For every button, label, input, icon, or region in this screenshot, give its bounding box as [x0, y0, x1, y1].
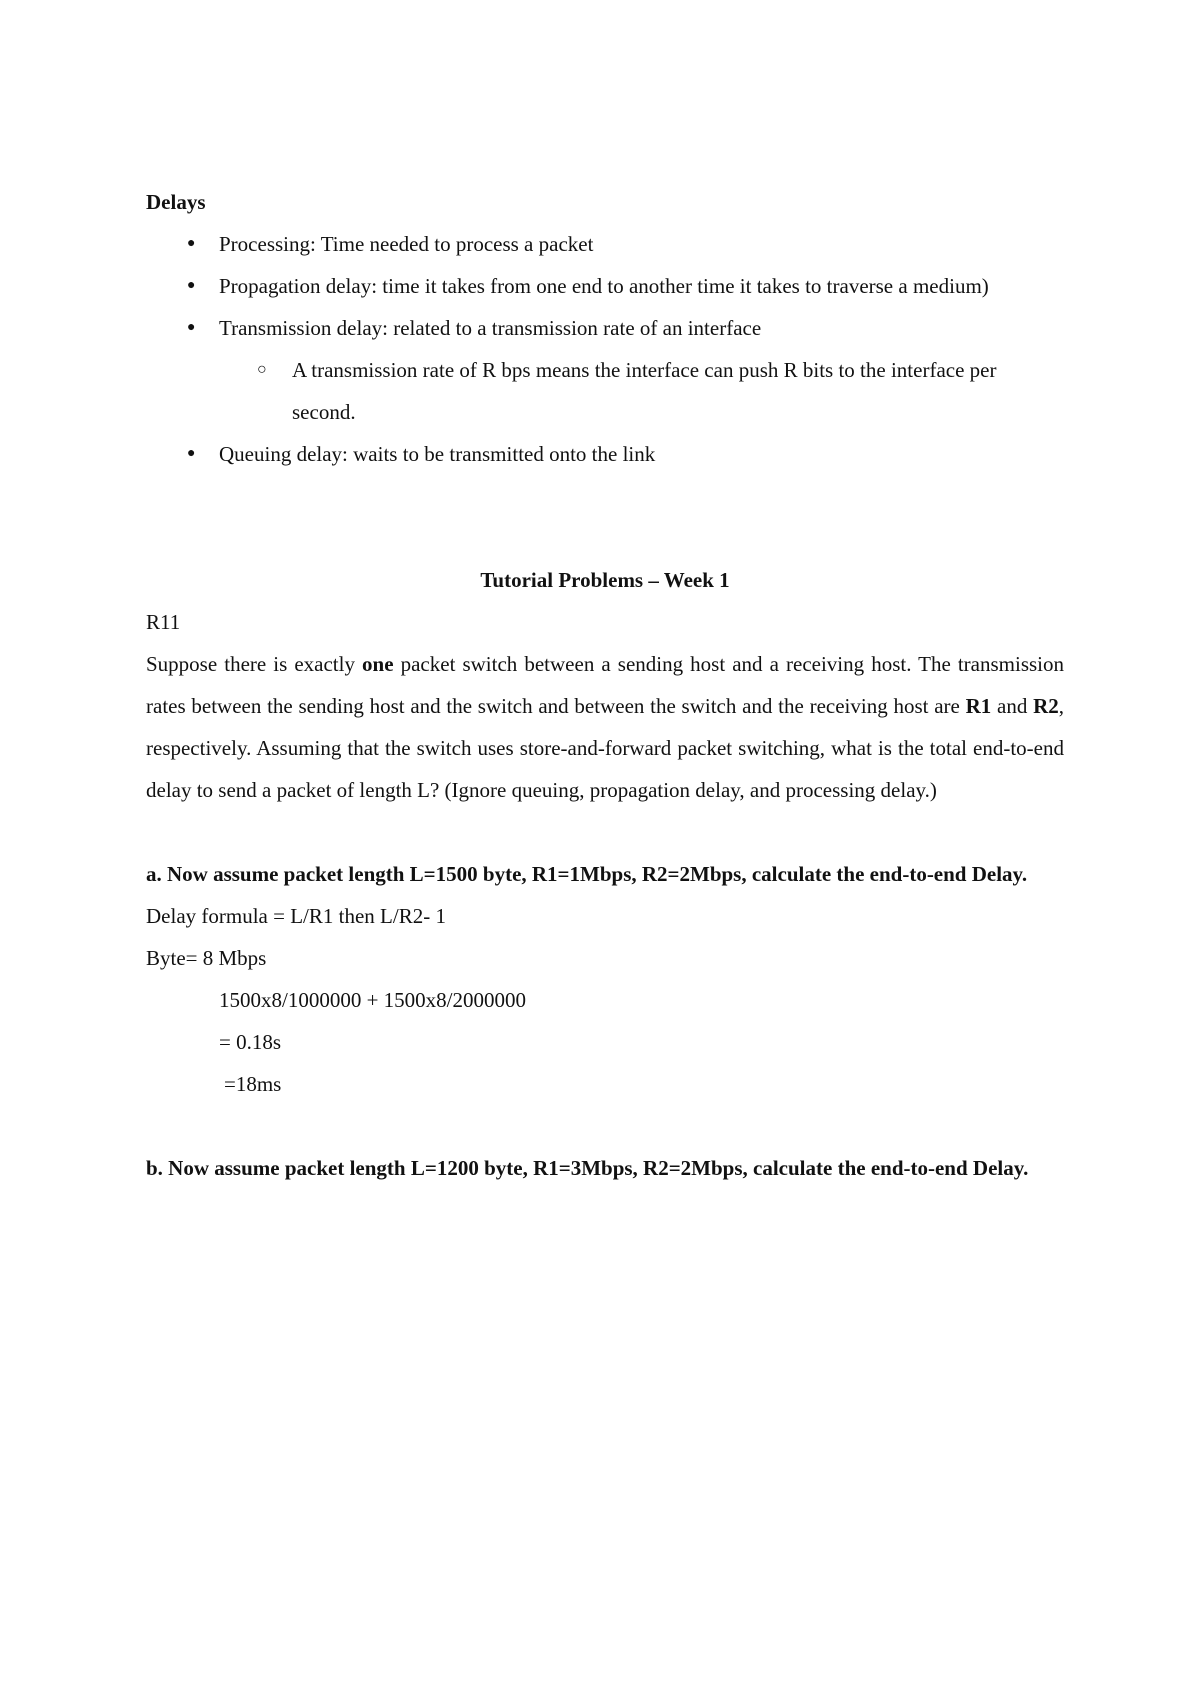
part-a-question: a. Now assume packet length L=1500 byte, R1=1Mbps, R2=2Mbps, calculate the end-to-end Delay. [146, 862, 1028, 886]
list-item [146, 265, 1064, 307]
calculation-line: 1500x8/1000000 + 1500x8/2000000 [219, 988, 527, 1012]
calculation-result: =18ms [224, 1072, 282, 1096]
list-item [146, 223, 1064, 265]
list-item-text: Queuing delay: waits to be transmitted onto the link [219, 442, 656, 466]
question-emphasis: one [362, 652, 394, 676]
bullet-icon: ● [187, 236, 196, 251]
question-emphasis: R2 [1033, 694, 1059, 718]
list-item-text: Processing: Time needed to process a packet [219, 232, 594, 256]
bullet-icon: ● [187, 320, 196, 335]
hollow-bullet-icon: ○ [257, 361, 267, 378]
tutorial-title: Tutorial Problems – Week 1 [480, 568, 730, 592]
problem-question [146, 643, 1064, 811]
byte-line: Byte= 8 Mbps [146, 946, 267, 970]
problem-id: R11 [146, 610, 181, 634]
question-text: Suppose there is exactly [146, 652, 363, 676]
delays-heading: Delays [146, 190, 206, 214]
delay-formula: Delay formula = L/R1 then L/R2- 1 [146, 904, 446, 928]
document-body [146, 181, 1064, 1189]
calculation-result: = 0.18s [219, 1030, 282, 1054]
part-b-question: b. Now assume packet length L=1200 byte, R1=3Mbps, R2=2Mbps, calculate the end-to-end Delay. [146, 1156, 1029, 1180]
list-item [146, 433, 1064, 475]
sub-list-item-text: A transmission rate of R bps means the interface can push R bits to the interface per second. [292, 358, 997, 424]
question-text: , respectively. Assuming that the switch uses store-and-forward packet switching, what is the total end-to-end delay to send a packet of length L? (Ignore queuing, propagation delay, and processing delay.) [146, 694, 1065, 802]
bullet-icon: ● [187, 446, 196, 461]
list-item-text: Transmission delay: related to a transmission rate of an interface [219, 316, 762, 340]
question-text: and [991, 694, 1034, 718]
delays-list [146, 223, 1064, 475]
sub-list-item [219, 349, 1064, 433]
question-emphasis: R1 [965, 694, 992, 718]
sub-list [219, 349, 1064, 433]
list-item [146, 307, 1064, 433]
question-text: packet switch between a sending host and a receiving host. The transmission rates between the sending host and the switch and between the switch and the receiving host are [146, 652, 1065, 718]
list-item-text: Propagation delay: time it takes from one end to another time it takes to traverse a medium) [219, 274, 989, 298]
bullet-icon: ● [187, 278, 196, 293]
